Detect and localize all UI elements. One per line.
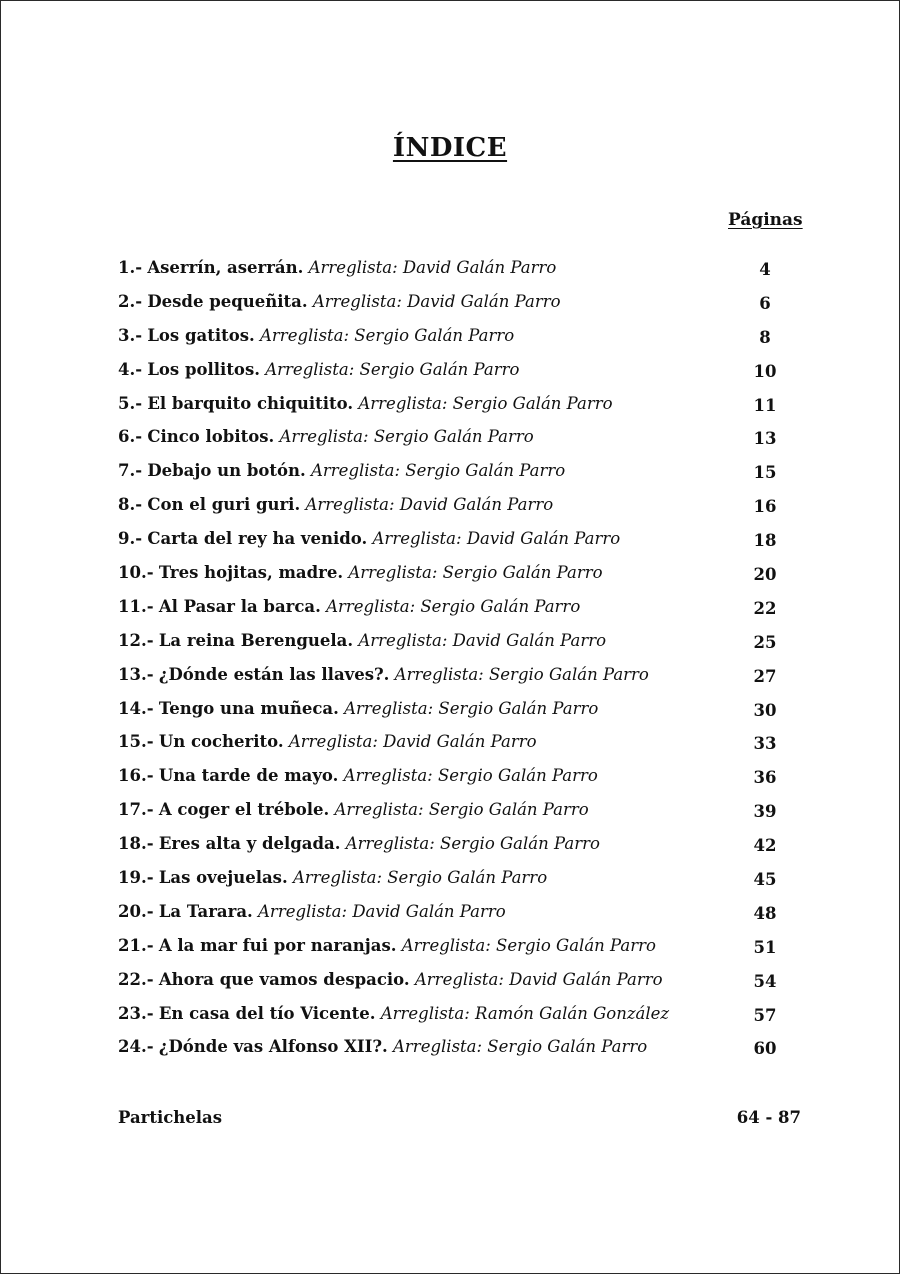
toc-entry: [118, 492, 818, 526]
toc-entry-arranger: Arreglista: David Galán Parro: [312, 291, 561, 311]
toc-entry-label: [118, 831, 600, 857]
toc-entry-song-title: En casa del tío Vicente.: [158, 1003, 376, 1023]
toc-entry-arranger: Arreglista: Sergio Galán Parro: [345, 834, 600, 854]
toc-entry-song-title: El barquito chiquitito.: [147, 393, 354, 413]
toc-entry: [118, 357, 818, 391]
toc-entry-label: [118, 729, 537, 755]
toc-entry-page-number: 13: [753, 429, 777, 449]
toc-entry-label: [118, 662, 649, 688]
toc-entry: [118, 526, 818, 560]
footer-label: Partichelas: [118, 1108, 223, 1127]
toc-entry: [118, 933, 818, 967]
toc-entry: [118, 662, 818, 696]
pages-column-header: Páginas: [728, 210, 803, 230]
toc-entry-arranger: Arreglista: David Galán Parro: [308, 258, 557, 277]
toc-entry-song-title: Al Pasar la barca.: [158, 596, 321, 616]
toc-entry-number: 7.-: [118, 461, 143, 481]
toc-entry-number: 23.-: [118, 1003, 154, 1023]
toc-entry-song-title: Con el guri guri.: [147, 495, 301, 515]
toc-entry: [118, 424, 818, 458]
toc-entry-page-number: 42: [753, 836, 777, 856]
toc-entry-arranger: Arreglista: Sergio Galán Parro: [326, 596, 581, 616]
toc-entry: [118, 1034, 818, 1068]
table-of-contents: [118, 255, 818, 1068]
toc-entry-label: [118, 1001, 669, 1027]
toc-entry-page-number: 57: [753, 1005, 777, 1025]
toc-entry-arranger: Arreglista: Sergio Galán Parro: [260, 325, 515, 345]
toc-entry-number: 1.-: [118, 258, 143, 277]
toc-entry: [118, 289, 818, 323]
toc-entry-arranger: Arreglista: Sergio Galán Parro: [265, 359, 520, 379]
toc-entry: [118, 1001, 818, 1035]
toc-entry: [118, 899, 818, 933]
toc-entry: [118, 797, 818, 831]
toc-entry-page-number: 15: [753, 463, 777, 483]
toc-entry-song-title: Aserrín, aserrán.: [147, 258, 304, 277]
toc-entry-arranger: Arreglista: Sergio Galán Parro: [348, 563, 603, 583]
toc-entry-song-title: Tres hojitas, madre.: [158, 563, 344, 583]
toc-entry: [118, 391, 818, 425]
toc-entry-song-title: La reina Berenguela.: [158, 630, 354, 650]
toc-entry-label: [118, 492, 553, 518]
toc-entry-song-title: Ahora que vamos despacio.: [158, 969, 410, 989]
toc-entry-number: 13.-: [118, 664, 154, 684]
toc-entry: [118, 831, 818, 865]
toc-entry-page-number: 4: [759, 260, 771, 279]
toc-entry-song-title: A coger el trébole.: [158, 800, 330, 820]
toc-entry-number: 20.-: [118, 901, 154, 921]
toc-entry-arranger: Arreglista: Sergio Galán Parro: [292, 868, 548, 888]
toc-entry-arranger: Arreglista: Sergio Galán Parro: [310, 461, 566, 481]
toc-entry-label: [118, 967, 663, 993]
toc-entry-arranger: Arreglista: David Galán Parro: [358, 630, 607, 650]
toc-entry-song-title: La Tarara.: [158, 901, 253, 921]
toc-entry-number: 12.-: [118, 630, 154, 650]
toc-entry-page-number: 22: [753, 598, 777, 618]
toc-entry-page-number: 11: [753, 395, 777, 415]
toc-entry-arranger: Arreglista: Sergio Galán Parro: [279, 427, 534, 447]
toc-entry-song-title: A la mar fui por naranjas.: [158, 935, 397, 955]
toc-entry-page-number: 39: [753, 802, 777, 822]
toc-entry-number: 22.-: [118, 969, 154, 989]
toc-entry-song-title: Carta del rey ha venido.: [147, 529, 368, 549]
toc-entry-label: [118, 458, 565, 484]
toc-entry-song-title: ¿Dónde están las llaves?.: [158, 664, 390, 684]
toc-entry-number: 10.-: [118, 563, 154, 583]
toc-entry-page-number: 20: [753, 565, 777, 585]
toc-entry-page-number: 25: [753, 632, 777, 652]
toc-entry-page-number: 10: [753, 361, 777, 381]
toc-entry-arranger: Arreglista: Sergio Galán Parro: [393, 1037, 648, 1057]
toc-entry-number: 5.-: [118, 393, 143, 413]
toc-entry-arranger: Arreglista: Sergio Galán Parro: [334, 800, 589, 820]
toc-entry-number: 14.-: [118, 698, 154, 718]
toc-entry-song-title: Los gatitos.: [147, 325, 255, 345]
toc-entry-page-number: 48: [753, 903, 777, 923]
toc-entry: [118, 628, 818, 662]
toc-entry-label: [118, 289, 561, 315]
toc-entry-label: [118, 357, 519, 383]
toc-entry: [118, 255, 818, 289]
toc-entry-number: 15.-: [118, 732, 154, 752]
toc-entry-label: [118, 560, 603, 586]
toc-entry-song-title: Eres alta y delgada.: [158, 834, 341, 854]
toc-entry-page-number: 6: [759, 293, 771, 313]
toc-entry-arranger: Arreglista: David Galán Parro: [305, 495, 554, 515]
toc-entry: [118, 763, 818, 797]
toc-entry-label: [118, 391, 613, 417]
toc-entry-label: [118, 628, 606, 654]
toc-entry-label: [118, 594, 580, 620]
page-title: ÍNDICE: [392, 133, 508, 163]
toc-entry: [118, 560, 818, 594]
toc-entry-page-number: 36: [753, 768, 777, 788]
toc-entry-page-number: 54: [753, 971, 777, 991]
toc-entry-song-title: Debajo un botón.: [147, 461, 306, 481]
toc-entry-number: 4.-: [118, 359, 143, 379]
toc-entry-label: [118, 763, 598, 789]
toc-entry-song-title: Un cocherito.: [158, 732, 284, 752]
toc-entry-song-title: Una tarde de mayo.: [158, 766, 339, 786]
toc-entry-number: 24.-: [118, 1037, 154, 1057]
toc-entry-arranger: Arreglista: Sergio Galán Parro: [343, 766, 598, 786]
toc-entry-label: [118, 899, 506, 925]
toc-entry-number: 2.-: [118, 291, 143, 311]
toc-entry-label: [118, 424, 534, 450]
toc-entry-arranger: Arreglista: Ramón Galán González: [380, 1003, 670, 1023]
toc-entry-arranger: Arreglista: David Galán Parro: [258, 901, 506, 921]
toc-entry-number: 11.-: [118, 596, 154, 616]
toc-entry: [118, 323, 818, 357]
toc-entry-label: [118, 865, 547, 891]
toc-entry-arranger: Arreglista: David Galán Parro: [414, 969, 663, 989]
toc-entry-page-number: 16: [753, 497, 777, 517]
toc-entry-song-title: Los pollitos.: [147, 359, 260, 379]
toc-entry-page-number: 8: [759, 327, 771, 347]
toc-entry-label: [118, 255, 556, 281]
toc-entry-arranger: Arreglista: Sergio Galán Parro: [401, 935, 656, 955]
toc-entry-page-number: 51: [753, 937, 777, 957]
footer-page-range: 64 - 87: [736, 1108, 801, 1127]
toc-entry-number: 3.-: [118, 325, 143, 345]
toc-entry-page-number: 33: [753, 734, 777, 754]
toc-entry-number: 21.-: [118, 935, 154, 955]
toc-entry-label: [118, 797, 589, 823]
toc-entry-arranger: Arreglista: David Galán Parro: [288, 732, 537, 752]
toc-entry-number: 18.-: [118, 834, 154, 854]
toc-entry-song-title: Las ovejuelas.: [158, 868, 288, 888]
toc-entry-page-number: 18: [753, 531, 777, 551]
toc-entry-label: [118, 323, 514, 349]
toc-entry-number: 8.-: [118, 495, 143, 515]
toc-entry-arranger: Arreglista: Sergio Galán Parro: [358, 393, 613, 413]
toc-entry: [118, 865, 818, 899]
toc-entry: [118, 729, 818, 763]
toc-entry-arranger: Arreglista: David Galán Parro: [372, 529, 621, 549]
toc-entry-number: 9.-: [118, 529, 143, 549]
toc-entry-page-number: 30: [753, 700, 777, 720]
toc-entry-number: 19.-: [118, 868, 154, 888]
toc-entry: [118, 967, 818, 1001]
toc-entry-label: [118, 526, 620, 552]
toc-entry: [118, 458, 818, 492]
toc-entry-label: [118, 1034, 647, 1060]
toc-entry-number: 16.-: [118, 766, 154, 786]
toc-entry-arranger: Arreglista: Sergio Galán Parro: [394, 664, 649, 684]
toc-entry-page-number: 45: [753, 870, 777, 890]
toc-entry-number: 6.-: [118, 427, 143, 447]
toc-entry-song-title: Desde pequeñita.: [147, 291, 308, 311]
toc-entry: [118, 696, 818, 730]
toc-entry-label: [118, 933, 656, 959]
toc-entry-number: 17.-: [118, 800, 154, 820]
toc-entry: [118, 594, 818, 628]
toc-entry-page-number: 27: [753, 666, 777, 686]
toc-entry-label: [118, 696, 598, 722]
toc-entry-arranger: Arreglista: Sergio Galán Parro: [344, 698, 599, 718]
toc-entry-song-title: Cinco lobitos.: [147, 427, 275, 447]
toc-entry-song-title: Tengo una muñeca.: [158, 698, 339, 718]
toc-entry-page-number: 60: [753, 1039, 777, 1059]
toc-entry-song-title: ¿Dónde vas Alfonso XII?.: [158, 1037, 388, 1057]
